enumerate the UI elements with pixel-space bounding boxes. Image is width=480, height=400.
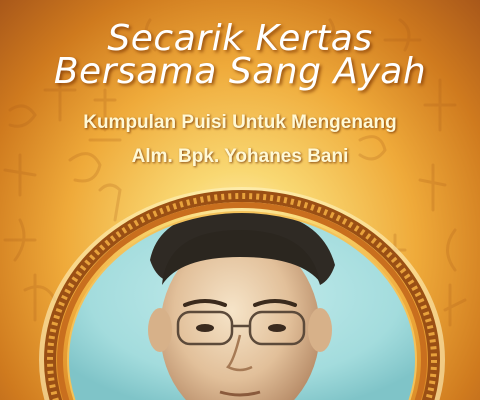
title-line-2: Bersama Sang Ayah bbox=[53, 51, 427, 92]
subtitle-line-1: Kumpulan Puisi Untuk Mengenang bbox=[83, 112, 397, 133]
title-line-1: Secarik Kertas bbox=[107, 18, 373, 59]
subtitle-line-2: Alm. Bpk. Yohanes Bani bbox=[131, 146, 349, 167]
